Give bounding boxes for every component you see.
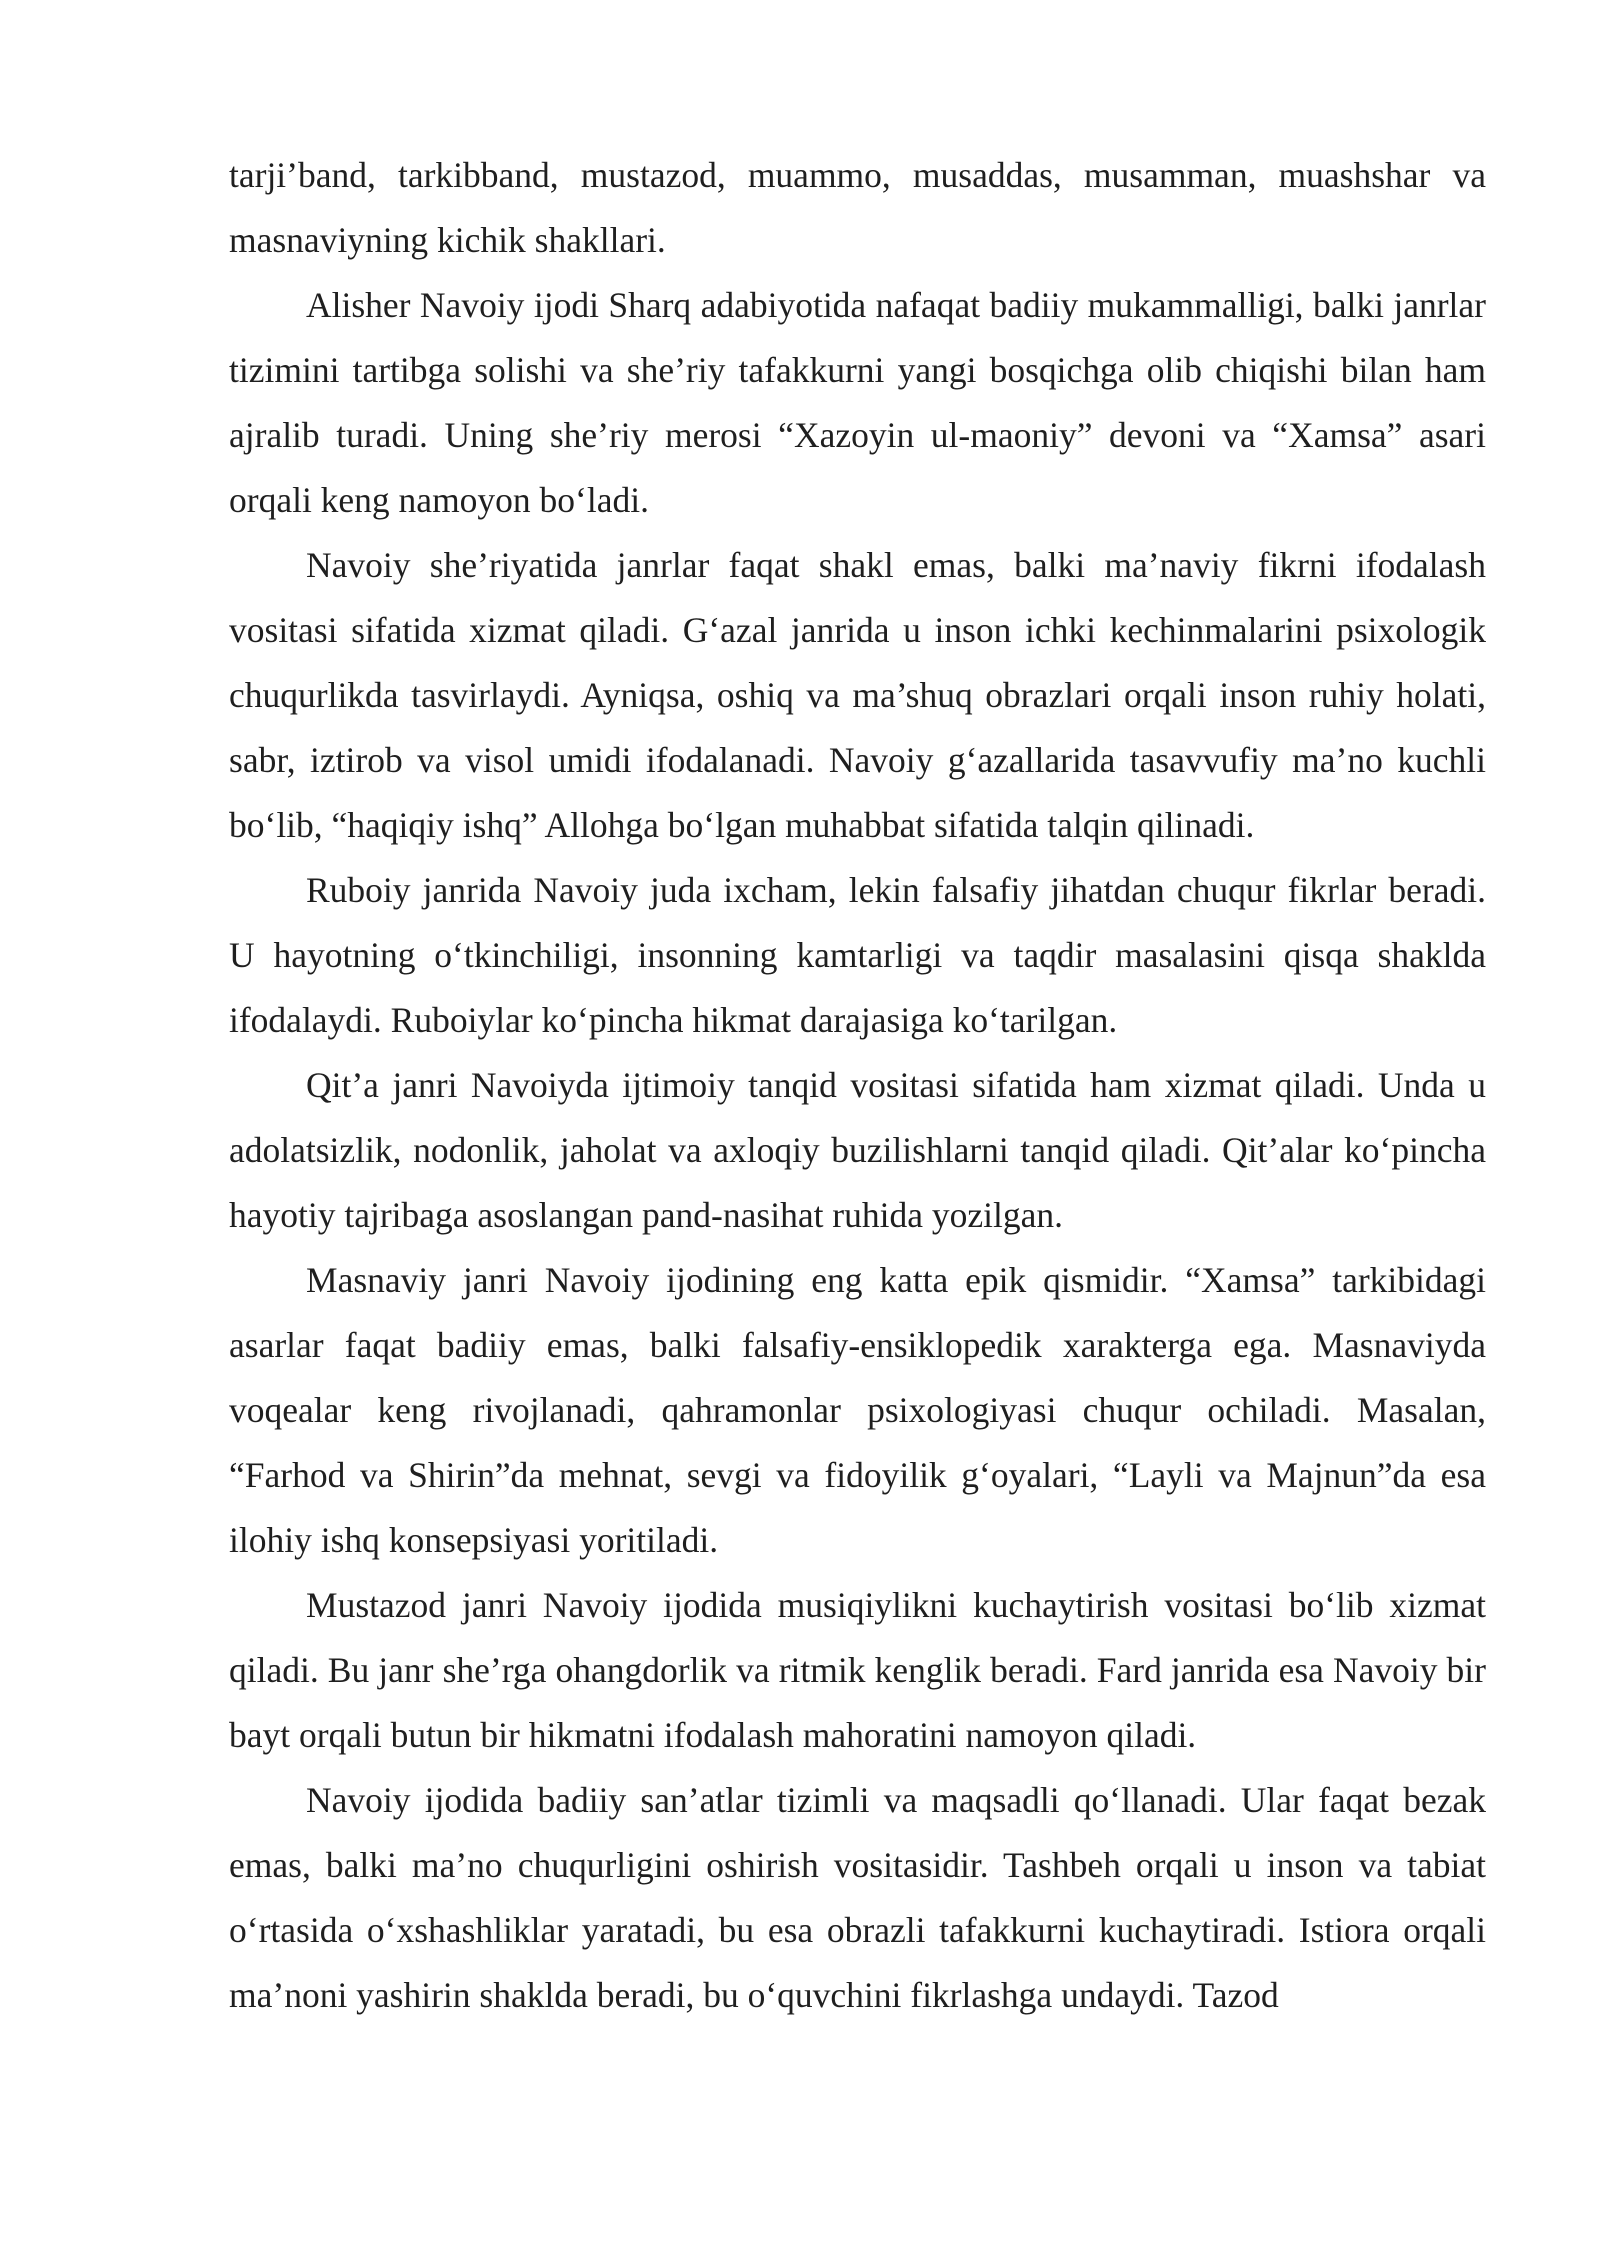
paragraph: Navoiy ijodida badiiy san’atlar tizimli va maqsadli qo‘llanadi. Ular faqat bezak emas, balki ma’no chuqurligini oshirish vositasidir. Tashbeh orqali u inson va tabiat o‘rtasida o‘xshashliklar yaratadi, bu esa obrazli tafakkurni kuchaytiradi. Istiora orqali ma’noni yashirin shaklda beradi, bu o‘quvchini fikrlashga undaydi. Tazod <box>229 1780 1486 2015</box>
paragraph: Ruboiy janrida Navoiy juda ixcham, lekin falsafiy jihatdan chuqur fikrlar beradi. U hayotning o‘tkinchiligi, insonning kamtarligi va taqdir masalasini qisqa shaklda ifodalaydi. Ruboiylar ko‘pincha hikmat darajasiga ko‘tarilgan. <box>229 870 1486 1040</box>
paragraph: Navoiy she’riyatida janrlar faqat shakl emas, balki ma’naviy fikrni ifodalash vositasi sifatida xizmat qiladi. G‘azal janrida u inson ichki kechinmalarini psixologik chuqurlikda tasvirlaydi. Ayniqsa, oshiq va ma’shuq obrazlari orqali inson ruhiy holati, sabr, iztirob va visol umidi ifodalanadi. Navoiy g‘azallarida tasavvufiy ma’no kuchli bo‘lib, “haqiqiy ishq” Allohga bo‘lgan muhabbat sifatida talqin qilinadi. <box>229 545 1486 845</box>
paragraph: Alisher Navoiy ijodi Sharq adabiyotida nafaqat badiiy mukammalligi, balki janrlar tizimini tartibga solishi va she’riy tafakkurni yangi bosqichga olib chiqishi bilan ham ajralib turadi. Uning she’riy merosi “Xazoyin ul-maoniy” devoni va “Xamsa” asari orqali keng namoyon bo‘ladi. <box>229 285 1486 520</box>
paragraph-continuation: tarji’band, tarkibband, mustazod, muammo, musaddas, musamman, muashshar va masnaviyning kichik shakllari. <box>229 155 1486 260</box>
paragraph: Qit’a janri Navoiyda ijtimoiy tanqid vositasi sifatida ham xizmat qiladi. Unda u adolatsizlik, nodonlik, jaholat va axloqiy buzilishlarni tanqid qiladi. Qit’alar ko‘pincha hayotiy tajribaga asoslangan pand-nasihat ruhida yozilgan. <box>229 1065 1486 1235</box>
paragraph: Masnaviy janri Navoiy ijodining eng katta epik qismidir. “Xamsa” tarkibidagi asarlar faqat badiiy emas, balki falsafiy-ensiklopedik xarakterga ega. Masnaviyda voqealar keng rivojlanadi, qahramonlar psixologiyasi chuqur ochiladi. Masalan, “Farhod va Shirin”da mehnat, sevgi va fidoyilik g‘oyalari, “Layli va Majnun”da esa ilohiy ishq konsepsiyasi yoritiladi. <box>229 1260 1486 1560</box>
paragraph: Mustazod janri Navoiy ijodida musiqiylikni kuchaytirish vositasi bo‘lib xizmat qiladi. Bu janr she’rga ohangdorlik va ritmik kenglik beradi. Fard janrida esa Navoiy bir bayt orqali butun bir hikmatni ifodalash mahoratini namoyon qiladi. <box>229 1585 1486 1755</box>
document-body <box>229 143 1486 2028</box>
